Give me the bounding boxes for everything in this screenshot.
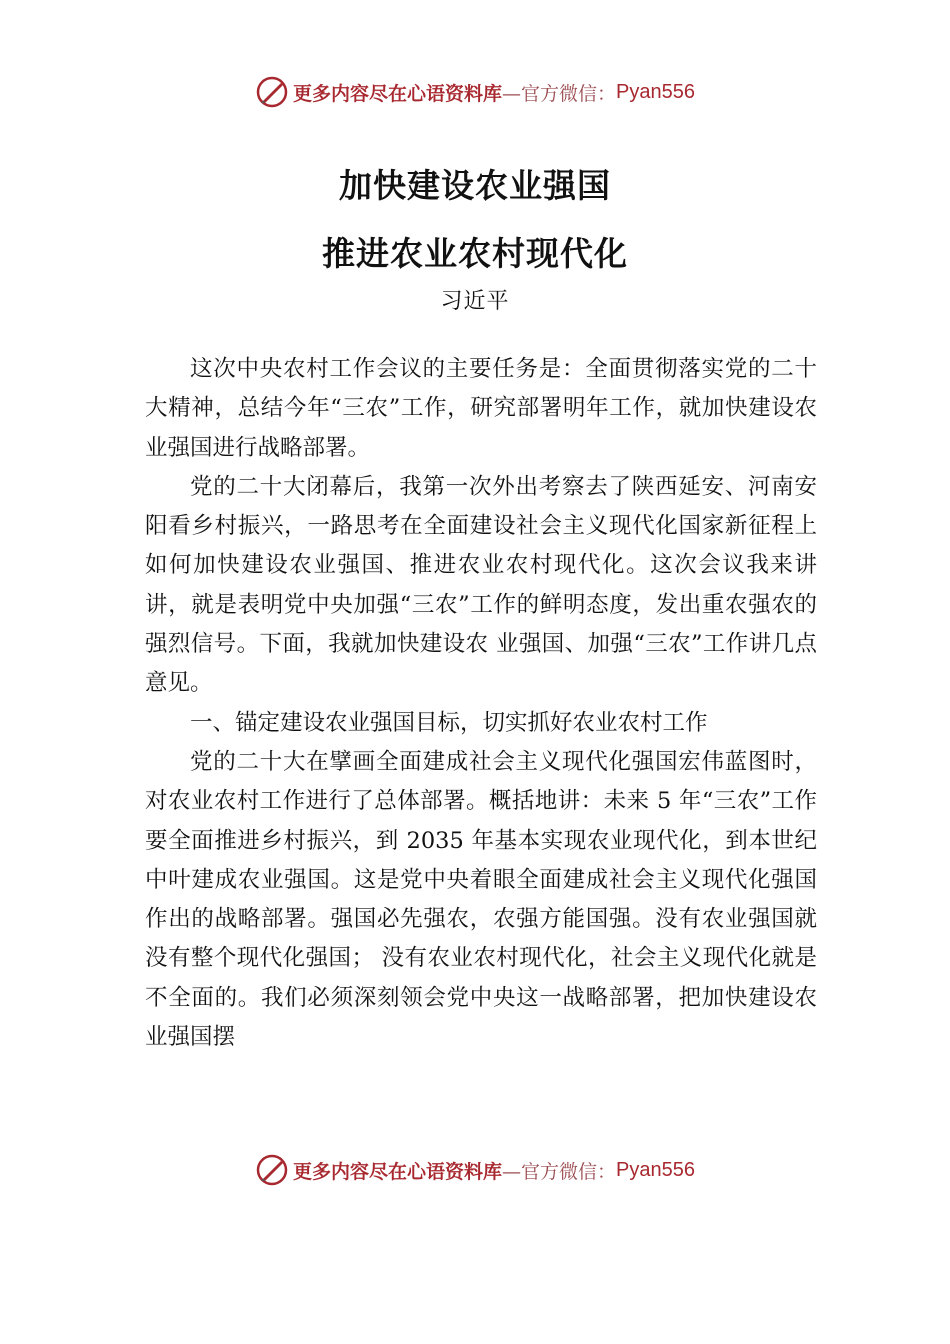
banner-wechat-id: Pyan556 bbox=[616, 80, 695, 103]
banner-wechat-id: Pyan556 bbox=[616, 1158, 695, 1181]
author: 习近平 bbox=[440, 289, 510, 314]
pen-logo-icon bbox=[255, 1153, 289, 1187]
title-line-2: 推进农业农村现代化 bbox=[322, 234, 628, 273]
footer-banner bbox=[0, 1150, 950, 1190]
banner-sub-text: —官方微信： bbox=[502, 82, 617, 105]
banner-main-text: 更多内容尽在心语资料库 bbox=[293, 1160, 503, 1183]
banner-main-text: 更多内容尽在心语资料库 bbox=[293, 82, 503, 105]
paragraph: 党的二十大闭幕后，我第一次外出考察去了陕西延安、河南安阳看乡村振兴，一路思考在全面建设社会主义现代化国家新征程上如何加快建设农业强国、推进农业农村现代化。这次会议我来讲讲，就是表明党中央加强“三农”工作的鲜明态度，发出重农强农的强烈信号。下面，我就加快建设农 业强国、加强“三农”工作讲几点意见。 bbox=[145, 473, 817, 697]
pen-logo-icon bbox=[255, 75, 289, 109]
body-text bbox=[145, 350, 817, 1057]
header-banner bbox=[0, 72, 950, 112]
title-line-1: 加快建设农业强国 bbox=[339, 166, 611, 205]
banner-sub-text: —官方微信： bbox=[502, 1160, 617, 1183]
section-heading: 一、锚定建设农业强国目标，切实抓好农业农村工作 bbox=[190, 709, 708, 736]
paragraph: 这次中央农村工作会议的主要任务是：全面贯彻落实党的二十大精神，总结今年“三农”工作，研究部署明年工作，就加快建设农业强国进行战略部署。 bbox=[145, 356, 817, 461]
paragraph: 党的二十大在擘画全面建成社会主义现代化强国宏伟蓝图时，对农业农村工作进行了总体部署。概括地讲：未来 5 年“三农”工作要全面推进乡村振兴，到 2035 年基本实现农业现代化，到本世纪中叶建成农业强国。这是党中央着眼全面建成社会主义现代化强国作出的战略部署。强国必先强农，农强方能国强。没有农业强国就没有整个现代化强国； 没有农业农村现代化，社会主义现代化就是不全面的。我们必须深刻领会党中央这一战略部署，把加快建设农业强国摆 bbox=[145, 748, 817, 1051]
